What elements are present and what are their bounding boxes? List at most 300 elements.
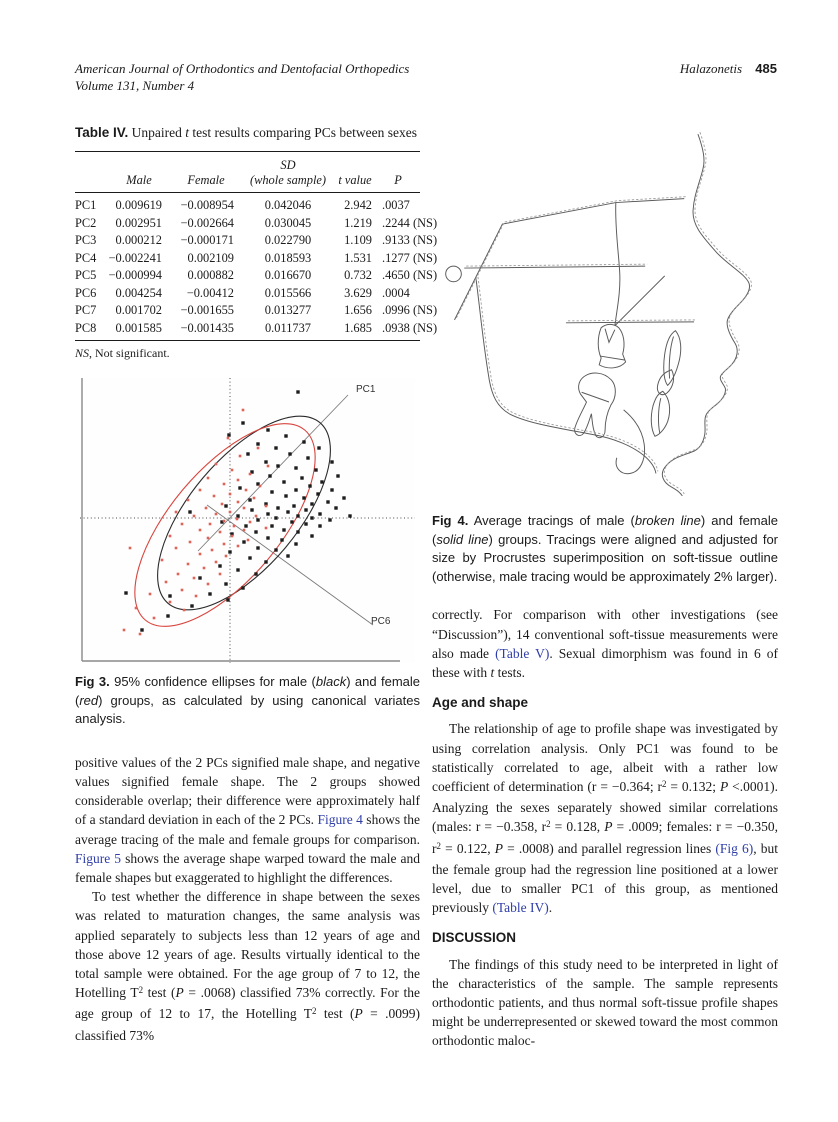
data-point-female <box>229 511 232 514</box>
data-point-male <box>330 488 333 491</box>
data-point-male <box>250 508 253 511</box>
text-run: ) groups, as calculated by using canonical variates analysis. <box>75 692 420 727</box>
data-point-female <box>259 485 262 488</box>
data-point-female <box>135 607 138 610</box>
paragraph <box>432 605 778 682</box>
data-point-male <box>266 428 269 431</box>
data-point-male <box>248 498 251 501</box>
data-point-female <box>219 531 222 534</box>
data-point-female <box>245 489 248 492</box>
table4-footnote <box>75 346 420 361</box>
data-point-female <box>175 547 178 550</box>
data-point-female <box>207 477 210 480</box>
data-point-male <box>190 604 193 607</box>
table-cell: 0.013277 <box>264 303 312 317</box>
data-point-female <box>265 505 268 508</box>
data-point-male <box>330 460 333 463</box>
data-point-female <box>139 633 142 636</box>
text-run: Fig 4. <box>432 513 469 528</box>
table-cell: −0.002241 <box>108 250 162 265</box>
text-run: ) and female ( <box>75 674 421 708</box>
data-point-female <box>175 511 178 514</box>
data-point-male <box>292 504 295 507</box>
data-point-male <box>276 464 279 467</box>
data-point-female <box>257 447 260 450</box>
table4 <box>75 151 438 341</box>
data-point-female <box>237 501 240 504</box>
data-point-female <box>231 535 234 538</box>
data-point-male <box>342 496 345 499</box>
data-point-female <box>181 589 184 592</box>
lower-molar <box>575 373 616 438</box>
table-row <box>75 232 420 250</box>
text-run: broken line <box>634 513 701 528</box>
table-cell: .0996 (NS) <box>382 303 438 317</box>
data-point-female <box>237 479 240 482</box>
table-cell: 1.531 <box>344 250 372 265</box>
data-point-male <box>268 474 271 477</box>
text-run: NS <box>75 346 90 360</box>
text-run: = .0099) classified 73% <box>75 1006 421 1043</box>
text-run: shows the average shape warped toward the male and female shapes but exaggerated to highlight the differences. <box>75 850 420 885</box>
data-point-male <box>317 446 320 449</box>
data-point-female <box>236 518 239 521</box>
journal-title-block <box>75 60 409 94</box>
pc6-axis-line <box>207 505 373 625</box>
data-point-male <box>208 592 211 595</box>
data-point-female <box>183 609 186 612</box>
table-row <box>75 267 420 285</box>
data-point-male <box>274 548 277 551</box>
table-cell: 0.001585 <box>115 320 162 335</box>
table-cell: PC4 <box>75 250 97 265</box>
data-point-male <box>300 476 303 479</box>
data-point-female <box>187 563 190 566</box>
text-run: . Sexual dimorphism was found in 6 of these with <box>432 645 778 680</box>
data-point-female <box>205 507 208 510</box>
data-point-male <box>218 564 221 567</box>
table-cell: 0.000212 <box>115 233 162 247</box>
data-point-male <box>140 628 143 631</box>
data-point-male <box>236 514 239 517</box>
data-point-male <box>270 524 273 527</box>
data-point-male <box>248 556 251 559</box>
paragraph <box>75 753 420 887</box>
data-point-male <box>306 456 309 459</box>
table-row <box>75 284 420 302</box>
text-run: Unpaired <box>128 125 186 140</box>
paragraph <box>75 887 420 1045</box>
text-run: = 0.132; <box>666 779 720 794</box>
text-run: 2 <box>138 985 144 996</box>
data-point-female <box>223 520 226 523</box>
data-point-female <box>219 573 222 576</box>
table-cell: 1.219 <box>344 215 372 230</box>
data-point-male <box>224 504 227 507</box>
data-point-male <box>264 560 267 563</box>
data-point-female <box>165 581 168 584</box>
table-cell: 0.002951 <box>115 215 162 230</box>
table-cell: −0.002664 <box>180 215 234 230</box>
data-point-male <box>188 510 191 513</box>
data-point-male <box>310 502 313 505</box>
text-run: , but the female group had the regression line positioned at a lower level, due to smaller PC1 of this group, as mentioned previously <box>432 840 778 916</box>
data-point-female <box>215 561 218 564</box>
table-cell: 0.000882 <box>187 268 234 282</box>
text-run: ) groups. Tracings were aligned and adjusted for size by Procrustes superimposition on soft-tissue outline (otherwise, male tracing would be approximately 2% larger). <box>432 531 779 584</box>
data-point-male <box>166 614 169 617</box>
data-point-male <box>270 490 273 493</box>
table-cell: 1.656 <box>344 303 372 317</box>
data-point-male <box>284 494 287 497</box>
upper-molar <box>598 324 625 368</box>
text-run: positive values of the 2 PCs signified male shape, and negative values signified female shape. The 2 groups showed considerable overlap; their difference were approximately half of a standard deviation in each of the 2 PCs. <box>75 754 420 828</box>
text-run: P <box>354 1006 363 1022</box>
data-point-male <box>254 530 257 533</box>
table-cell: 1.109 <box>344 233 372 247</box>
upper-incisor <box>664 331 681 386</box>
data-point-female <box>207 583 210 586</box>
data-point-female <box>177 573 180 576</box>
porion-ring <box>446 266 462 282</box>
data-point-female <box>199 529 202 532</box>
paragraph <box>432 719 778 917</box>
table-cell: 0.004254 <box>115 285 162 300</box>
data-point-female <box>255 515 258 518</box>
text-run: = .0009; females: r = −0.350, r <box>432 819 778 856</box>
data-point-female <box>227 437 230 440</box>
data-point-male <box>254 572 257 575</box>
fig4-tracing-figure <box>432 130 784 500</box>
text-run: Table IV. <box>75 125 129 140</box>
table-cell: PC2 <box>75 215 97 230</box>
data-point-male <box>228 550 231 553</box>
data-point-female <box>187 499 190 502</box>
table-cell: −0.00412 <box>186 285 234 300</box>
fig4-caption <box>432 512 778 586</box>
table-cell: −0.001435 <box>180 320 234 335</box>
table-cell: 0.001702 <box>115 303 162 317</box>
data-point-male <box>256 442 259 445</box>
cross-reference-link[interactable]: (Table IV) <box>492 900 549 916</box>
text-run: . <box>548 900 553 916</box>
data-point-male <box>124 591 127 594</box>
text-run: P <box>719 779 729 794</box>
table-cell: .0037 <box>382 198 410 212</box>
data-point-male <box>318 524 321 527</box>
data-point-male <box>326 500 329 503</box>
male-confidence-ellipse <box>127 388 361 638</box>
data-point-female <box>181 523 184 526</box>
data-point-male <box>246 452 249 455</box>
text-run: black <box>315 674 347 689</box>
data-point-female <box>237 545 240 548</box>
fig3-plot-svg <box>80 378 415 663</box>
data-point-female <box>223 543 226 546</box>
text-run: correctly. For comparison with other investigations (see “Discussion”), 14 conventional soft-tissue measurements were also made <box>432 607 778 661</box>
data-point-female <box>193 515 196 518</box>
table-cell: .1277 (NS) <box>382 250 438 265</box>
table4-title <box>75 123 420 142</box>
data-point-female <box>203 567 206 570</box>
data-point-male <box>308 484 311 487</box>
text-run: P <box>175 985 184 1001</box>
data-point-male <box>304 522 307 525</box>
right-column <box>432 130 778 1051</box>
data-point-female <box>223 483 226 486</box>
text-run: 95% confidence ellipses for male ( <box>109 674 316 689</box>
table-cell: −0.000994 <box>108 268 162 282</box>
data-point-male <box>282 528 285 531</box>
text-run: Average tracings of male ( <box>468 513 635 528</box>
data-point-female <box>189 541 192 544</box>
fig3-caption <box>75 673 420 729</box>
table-cell: 3.629 <box>344 285 372 300</box>
data-point-male <box>294 542 297 545</box>
data-point-female <box>211 549 214 552</box>
data-point-female <box>229 493 232 496</box>
data-point-female <box>249 473 252 476</box>
data-point-female <box>129 547 132 550</box>
text-run: The relationship of age to profile shape was investigated by using correlation analysis. Only PC1 was found to be statistically correlated to age, albeit with a rather low coefficient of determination (r = −0.364; r <box>432 721 778 794</box>
table-cell: 0.732 <box>344 268 372 282</box>
data-point-female <box>225 555 228 558</box>
text-run: 2 <box>436 840 441 851</box>
table-cell: 0.042046 <box>264 198 312 212</box>
data-point-female <box>247 539 250 542</box>
table-cell: .4650 (NS) <box>382 268 438 282</box>
data-point-male <box>198 576 201 579</box>
data-point-male <box>274 446 277 449</box>
journal-title: American Journal of Orthodontics and Dentofacial Orthopedics <box>75 61 410 76</box>
right-column-text <box>432 605 778 1050</box>
data-point-male <box>302 440 305 443</box>
table-row <box>75 249 420 267</box>
data-point-male <box>282 480 285 483</box>
data-point-female <box>161 559 164 562</box>
table-cell: PC6 <box>75 285 97 300</box>
data-point-male <box>256 546 259 549</box>
text-run: 2 <box>662 779 667 789</box>
data-point-male <box>226 598 229 601</box>
table-cell: 0.015566 <box>264 285 312 300</box>
text-run: = 0.122, <box>440 840 495 856</box>
table-cell: −0.008954 <box>180 198 234 212</box>
data-point-female <box>242 409 245 412</box>
table-cell: .2244 (NS) <box>382 215 438 230</box>
table-cell: 0.011737 <box>264 320 311 335</box>
cross-reference-link[interactable]: Figure 4 <box>317 812 363 828</box>
table-row <box>75 214 420 232</box>
text-run: solid line <box>436 531 489 547</box>
table4-column-header: SD (whole sample) <box>242 152 334 193</box>
table4-column-header: Female <box>170 152 242 193</box>
table4-column-header: P <box>376 152 420 193</box>
data-point-male <box>264 460 267 463</box>
table-row <box>75 193 420 215</box>
data-point-male <box>294 488 297 491</box>
table-cell: 0.002109 <box>187 250 234 265</box>
data-point-male <box>236 568 239 571</box>
table4-column-header: Male <box>108 152 170 193</box>
data-point-male <box>224 582 227 585</box>
data-point-female <box>265 527 268 530</box>
data-point-male <box>348 514 351 517</box>
data-point-male <box>336 474 339 477</box>
data-point-female <box>207 537 210 540</box>
section-heading-discussion: DISCUSSION <box>432 930 517 946</box>
left-column-text <box>75 753 420 1045</box>
volume-line: Volume 131, Number 4 <box>75 78 195 93</box>
data-point-male <box>280 538 283 541</box>
text-run: 2 <box>312 1006 317 1017</box>
data-point-male <box>284 434 287 437</box>
data-point-male <box>238 486 241 489</box>
author-page-block <box>680 60 777 94</box>
data-point-male <box>241 586 244 589</box>
table-cell: PC5 <box>75 268 97 282</box>
fig4-tracing-svg <box>432 130 784 500</box>
data-point-male <box>274 516 277 519</box>
cross-reference-link[interactable]: (Table V) <box>495 645 550 661</box>
table-cell: 0.030045 <box>264 215 312 230</box>
section-heading-age-and-shape: Age and shape <box>432 695 529 711</box>
data-point-female <box>153 617 156 620</box>
data-point-female <box>239 455 242 458</box>
lower-incisor <box>651 391 669 436</box>
text-run: P <box>494 840 503 856</box>
table-row <box>75 319 420 341</box>
text-run: 2 <box>546 819 551 830</box>
table4-column-header <box>75 152 108 193</box>
table-cell: 0.016670 <box>264 268 312 282</box>
table4-column-header: t value <box>334 152 376 193</box>
text-run: ) and female ( <box>432 513 778 547</box>
table-cell: .9133 (NS) <box>382 233 438 247</box>
text-run: The findings of this study need to be interpreted in light of the characteristics of the sample. The sample represents orthodontic patients, and thus normal soft-tissue profile shapes might be underrepresented or skewed toward the most common orthodontic maloc- <box>432 956 778 1049</box>
data-point-female <box>243 529 246 532</box>
data-point-male <box>227 433 230 436</box>
data-point-female <box>195 595 198 598</box>
data-point-male <box>276 506 279 509</box>
paragraph <box>432 955 778 1051</box>
data-point-female <box>199 489 202 492</box>
data-point-male <box>334 506 337 509</box>
data-point-male <box>286 554 289 557</box>
text-run: = .0068) classified 73% correctly. For the age group of 12 to 17, the Hotelling T <box>75 985 420 1022</box>
data-point-male <box>304 508 307 511</box>
data-point-female <box>243 507 246 510</box>
data-point-male <box>296 390 299 393</box>
text-run: = 0.128, <box>550 819 605 835</box>
data-point-male <box>296 530 299 533</box>
text-run: To test whether the difference in shape between the sexes was related to maturation changes, the same analysis was applied separately to subjects less than 12 years of age and those above 12 years of age. Results virtually identical to the total sample were obtained. For the age group of 7 to 12, the Hotelling T <box>75 889 420 1001</box>
data-point-female <box>253 497 256 500</box>
data-point-male <box>290 520 293 523</box>
data-point-male <box>316 492 319 495</box>
pc6-axis-label: PC6 <box>371 616 391 627</box>
fig3-scatter-figure <box>80 378 415 663</box>
table-cell: PC7 <box>75 303 97 317</box>
data-point-female <box>213 495 216 498</box>
cross-reference-link[interactable]: Figure 5 <box>75 850 122 866</box>
text-run: <.0001). Analyzing the sexes separately showed similar correlations (males: r = −0.358, r <box>432 779 779 835</box>
data-point-male <box>296 514 299 517</box>
data-point-female <box>231 469 234 472</box>
data-point-male <box>168 594 171 597</box>
table-cell: PC8 <box>75 320 97 335</box>
data-point-female <box>233 525 236 528</box>
text-run: = .0008) and parallel regression lines <box>502 840 716 856</box>
table-cell: .0004 <box>382 285 410 300</box>
left-column <box>75 123 438 1045</box>
data-point-male <box>318 512 321 515</box>
data-point-female <box>209 523 212 526</box>
table-cell: 0.022790 <box>264 233 312 247</box>
table4-header <box>75 152 420 193</box>
data-point-male <box>314 468 317 471</box>
table-cell: 0.018593 <box>264 250 312 265</box>
table-cell: −0.001655 <box>180 303 234 317</box>
data-point-male <box>288 452 291 455</box>
data-point-female <box>193 577 196 580</box>
text-run: , Not significant. <box>89 346 170 360</box>
data-point-male <box>302 496 305 499</box>
author-name: Halazonetis <box>679 61 743 76</box>
text-run: shows the average tracing of the male and female groups for comparison. <box>75 812 420 847</box>
pc1-axis-label: PC1 <box>356 384 376 395</box>
table-cell: 1.685 <box>344 320 372 335</box>
data-point-female <box>249 521 252 524</box>
text-run: test ( <box>143 985 176 1001</box>
data-point-male <box>242 540 245 543</box>
male-dashed-tracing <box>456 132 751 494</box>
table-cell: PC3 <box>75 233 97 247</box>
table-row <box>75 302 420 320</box>
text-run: red <box>79 692 99 708</box>
data-point-female <box>123 629 126 632</box>
data-point-male <box>310 516 313 519</box>
text-run: test ( <box>316 1006 355 1022</box>
data-point-male <box>266 512 269 515</box>
table-cell: PC1 <box>75 198 97 212</box>
page-number: 485 <box>755 61 777 76</box>
data-point-male <box>286 510 289 513</box>
text-run: Fig 3. <box>75 674 110 689</box>
cross-reference-link[interactable]: (Fig 6) <box>715 840 754 856</box>
text-run: t <box>185 125 190 140</box>
text-run: tests. <box>494 664 526 680</box>
data-point-female <box>215 463 218 466</box>
data-point-male <box>256 518 259 521</box>
data-point-female <box>267 465 270 468</box>
data-point-male <box>294 466 297 469</box>
table-cell: 0.009619 <box>115 198 162 212</box>
table-cell: 2.942 <box>344 198 372 212</box>
data-point-male <box>241 421 244 424</box>
data-point-male <box>266 536 269 539</box>
running-head <box>75 60 777 94</box>
female-points-group <box>123 409 270 636</box>
text-run: test results comparing PCs between sexes <box>189 125 417 140</box>
data-point-female <box>169 601 172 604</box>
data-point-male <box>328 518 331 521</box>
data-point-female <box>169 535 172 538</box>
data-point-male <box>310 534 313 537</box>
data-point-male <box>244 524 247 527</box>
text-run: t <box>490 664 495 680</box>
table-cell: −0.000171 <box>180 233 234 247</box>
